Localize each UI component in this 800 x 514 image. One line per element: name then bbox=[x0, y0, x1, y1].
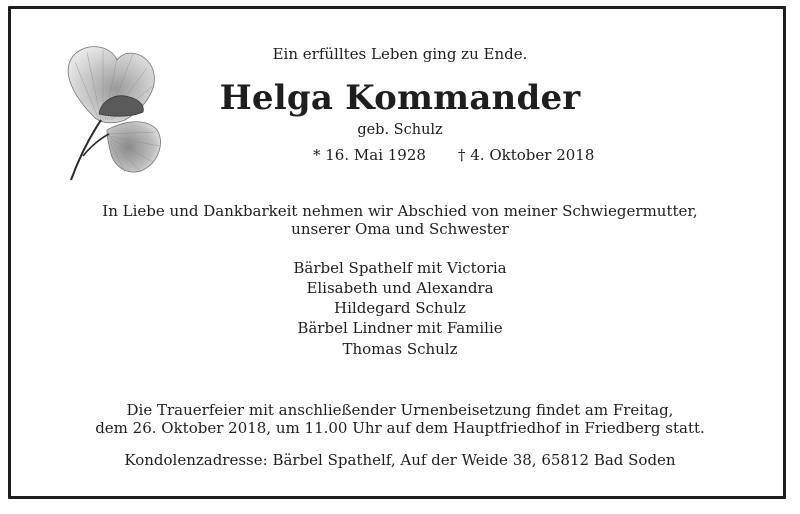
farewell-text-line-2: unserer Oma und Schwester bbox=[291, 220, 509, 238]
condolence-address: Kondolenzadresse: Bärbel Spathelf, Auf der Weide 38, 65812 Bad Soden bbox=[124, 451, 676, 469]
intro-line: Ein erfülltes Leben ging zu Ende. bbox=[272, 45, 528, 63]
funeral-info-line-1: Die Trauerfeier mit anschließender Urnenbeisetzung findet am Freitag, bbox=[126, 401, 674, 419]
death-date: † 4. Oktober 2018 bbox=[458, 146, 595, 164]
mourner-name: Bärbel Spathelf mit Victoria bbox=[293, 259, 507, 277]
mourner-name: Thomas Schulz bbox=[342, 340, 458, 358]
birth-date: * 16. Mai 1928 bbox=[313, 146, 426, 164]
mourner-name: Bärbel Lindner mit Familie bbox=[297, 319, 503, 337]
funeral-info-line-2: dem 26. Oktober 2018, um 11.00 Uhr auf dem Hauptfriedhof in Friedberg statt. bbox=[95, 419, 705, 437]
mourner-name: Hildegard Schulz bbox=[334, 299, 466, 317]
maiden-name: geb. Schulz bbox=[357, 122, 443, 138]
mourner-name: Elisabeth und Alexandra bbox=[306, 279, 494, 297]
farewell-text-line-1: In Liebe und Dankbarkeit nehmen wir Abschied von meiner Schwiegermutter, bbox=[102, 202, 698, 220]
deceased-name: Helga Kommander bbox=[219, 78, 581, 118]
